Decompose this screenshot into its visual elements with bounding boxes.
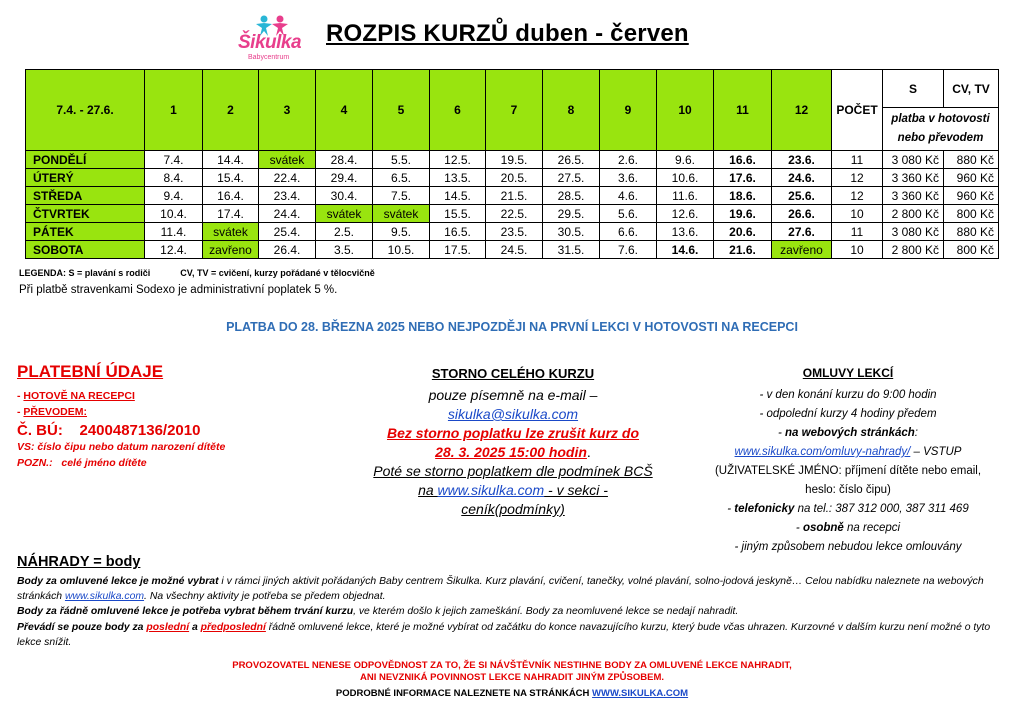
date-cell: 31.5. [543, 241, 600, 259]
date-cell: 14.6. [657, 241, 714, 259]
logo-subtitle: Babycentrum [248, 54, 290, 61]
day-cell: PÁTEK [26, 223, 145, 241]
date-cell: 17.4. [203, 205, 259, 223]
date-cell: svátek [259, 151, 316, 169]
warning-line1: PROVOZOVATEL NENESE ODPOVĚDNOST ZA TO, ŽE SI NÁVŠTĚVNÍK NESTIHNE BODY ZA OMLUVENÉ LEKCE NAHRADIT, [232, 660, 792, 671]
payment-note-line2: nebo převodem [897, 132, 984, 144]
count-cell: 12 [832, 187, 883, 205]
nahrady-p2-bold: Body za řádně omluvené lekce je potřeba vybrat během trvání kurzu [17, 606, 354, 618]
lesson-header: 8 [543, 70, 600, 151]
date-cell: 19.6. [714, 205, 772, 223]
s-price-cell: 2 800 Kč [883, 241, 944, 259]
date-cell: 11.4. [145, 223, 203, 241]
omluvy-l7-suffix: na tel.: 387 312 000, 387 311 469 [794, 503, 969, 515]
day-cell: ČTVRTEK [26, 205, 145, 223]
date-cell: 20.6. [714, 223, 772, 241]
s-price-cell: 3 080 Kč [883, 223, 944, 241]
date-cell: 7.6. [600, 241, 657, 259]
date-cell: 19.5. [486, 151, 543, 169]
date-cell: 30.4. [316, 187, 373, 205]
date-cell: 14.5. [430, 187, 486, 205]
lesson-header: 11 [714, 70, 772, 151]
date-cell: 2.6. [600, 151, 657, 169]
cv-price-cell: 960 Kč [944, 187, 999, 205]
storno-free-line1: Bez storno poplatku lze zrušit kurz do [386, 425, 640, 441]
omluvy-line6: heslo: číslo čipu) [805, 484, 891, 496]
lesson-header: 9 [600, 70, 657, 151]
nahrady-paragraph-2 [17, 604, 1012, 619]
count-cell: 10 [832, 205, 883, 223]
variable-symbol: VS: číslo čipu nebo datum narození dítěte [17, 441, 226, 453]
liability-warning [0, 660, 1024, 684]
lesson-header: 12 [772, 70, 832, 151]
lesson-header: 4 [316, 70, 373, 151]
nahrady-paragraph-1 [17, 574, 1012, 604]
table-row [26, 187, 999, 205]
payment-note-row [17, 455, 357, 471]
storno-site-link[interactable]: www.sikulka.com [437, 482, 545, 498]
date-cell: 5.5. [373, 151, 430, 169]
nahrady-text [17, 574, 1012, 650]
price-header [883, 70, 999, 151]
legend [19, 268, 375, 278]
nahrady-p3-bold: Převádí se pouze body za [17, 621, 147, 633]
cv-price-cell: 800 Kč [944, 205, 999, 223]
nahrady-p2-text: , ve kterém došlo k jejich zameškání. Body za neomluvené lekce se nedají nahradit. [353, 606, 739, 618]
account-number [17, 422, 357, 439]
day-cell: SOBOTA [26, 241, 145, 259]
date-cell: 25.6. [772, 187, 832, 205]
omluvy-section [688, 364, 1008, 557]
nahrady-p3-text: řádně omluvené lekce, které je možné vybírat od začátku do konce navazujícího kurzu, který bude včas uhrazen. Kurzovné v dalším kurzu není možné o tyto lekce snížit. [17, 621, 991, 648]
date-cell: 24.5. [486, 241, 543, 259]
count-cell: 10 [832, 241, 883, 259]
lesson-header: 1 [145, 70, 203, 151]
date-cell: 15.5. [430, 205, 486, 223]
payment-cash: - HOTOVĚ NA RECEPCI [17, 390, 135, 402]
schedule-table [25, 69, 999, 259]
nahrady-site-link[interactable]: www.sikulka.com [64, 591, 145, 603]
date-cell: 23.6. [772, 151, 832, 169]
date-cell: 22.4. [259, 169, 316, 187]
date-cell: 8.4. [145, 169, 203, 187]
date-cell: 10.4. [145, 205, 203, 223]
date-cell: 6.6. [600, 223, 657, 241]
date-cell: 12.5. [430, 151, 486, 169]
omluvy-l3-suffix: : [914, 427, 918, 439]
cv-price-cell: 880 Kč [944, 223, 999, 241]
date-cell: 12.4. [145, 241, 203, 259]
omluvy-l8-prefix: - [795, 522, 803, 534]
omluvy-line1: - v den konání kurzu do 9:00 hodin [759, 389, 937, 401]
payment-deadline: PLATBA DO 28. BŘEZNA 2025 NEBO NEJPOZDĚJI NA PRVNÍ LEKCI V HOTOVOSTI NA RECEPCI [226, 320, 798, 334]
payment-transfer: - PŘEVODEM: [17, 406, 88, 418]
payment-note-line1: platba v hotovosti [891, 113, 990, 125]
legend-s: LEGENDA: S = plavání s rodiči [19, 268, 151, 278]
logo [238, 14, 318, 66]
date-cell: 15.4. [203, 169, 259, 187]
date-cell: 17.6. [714, 169, 772, 187]
cv-price-cell: 960 Kč [944, 169, 999, 187]
day-cell: STŘEDA [26, 187, 145, 205]
count-cell: 12 [832, 169, 883, 187]
storno-line1: pouze písemně na e-mail – [428, 387, 598, 403]
table-row [26, 241, 999, 259]
date-cell: 24.6. [772, 169, 832, 187]
date-cell: 26.4. [259, 241, 316, 259]
storno-free-line2: 28. 3. 2025 15:00 hodin [435, 444, 587, 460]
omluvy-l3-bold: na webových stránkách [785, 427, 915, 439]
date-cell: 3.5. [316, 241, 373, 259]
date-cell: 7.4. [145, 151, 203, 169]
s-price-cell: 3 360 Kč [883, 187, 944, 205]
nahrady-heading: NÁHRADY = body [17, 554, 141, 570]
date-cell: 13.5. [430, 169, 486, 187]
date-cell: 12.6. [657, 205, 714, 223]
lesson-header: 10 [657, 70, 714, 151]
date-cell: 4.6. [600, 187, 657, 205]
nahrady-p1-text: i v rámci jiných aktivit pořádaných Baby centrem Šikulka. Kurz plavání, cvičení, tanečky, volné plavání, solno-jodová jeskyně… Celou nabídku naleznete na webových stránkách [17, 576, 984, 603]
nahrady-p1-end: . Na všechny aktivity je potřeba se předem objednat. [144, 591, 386, 603]
account-label: Č. BÚ: [17, 422, 63, 439]
s-price-header: S [883, 70, 944, 107]
more-info-link[interactable]: WWW.SIKULKA.COM [592, 688, 689, 699]
lesson-header: 3 [259, 70, 316, 151]
table-row [26, 169, 999, 187]
table-row [26, 151, 999, 169]
date-cell: 14.4. [203, 151, 259, 169]
date-cell: 9.6. [657, 151, 714, 169]
date-cell: 30.5. [543, 223, 600, 241]
date-cell: 23.4. [259, 187, 316, 205]
cv-price-cell: 800 Kč [944, 241, 999, 259]
lesson-header: 5 [373, 70, 430, 151]
table-row [26, 205, 999, 223]
storno-heading: STORNO CELÉHO KURZU [431, 366, 595, 381]
omluvy-l7-bold: telefonicky [734, 503, 795, 515]
storno-section: STORNO CELÉHO KURZU pouze písemně na e-mail – sikulka@sikulka.com Bez storno poplatku lze zrušit kurz do 28. 3. 2025 15:00 hodin. Poté se storno poplatkem dle podmínek BCŠ na www.sikulka.com - v sekci - ceník(podmínky) [318, 364, 708, 519]
date-cell: 27.6. [772, 223, 832, 241]
sodexo-note: Při platbě stravenkami Sodexo je administrativní poplatek 5 %. [19, 284, 338, 296]
nahrady-p1-bold: Body za omluvené lekce je možné vybrat [17, 576, 219, 587]
date-cell: 23.5. [486, 223, 543, 241]
payment-transfer-label: PŘEVODEM: [23, 406, 88, 418]
storno-line4-prefix: na [418, 482, 438, 498]
date-cell: 28.5. [543, 187, 600, 205]
date-cell: zavřeno [772, 241, 832, 259]
payment-details [17, 362, 357, 471]
table-row [26, 223, 999, 241]
omluvy-line5: (UŽIVATELSKÉ JMÉNO: příjmení dítěte nebo email, [714, 465, 982, 477]
logo-brand: Šikulka [238, 32, 302, 53]
date-cell: 25.4. [259, 223, 316, 241]
date-cell: 29.5. [543, 205, 600, 223]
count-cell: 11 [832, 223, 883, 241]
nahrady-paragraph-3 [17, 620, 1012, 650]
storno-line5: ceník(podmínky) [461, 501, 565, 517]
date-cell: 28.4. [316, 151, 373, 169]
date-cell: 5.6. [600, 205, 657, 223]
date-cell: svátek [203, 223, 259, 241]
date-cell: 20.5. [486, 169, 543, 187]
storno-email-link[interactable]: sikulka@sikulka.com [447, 406, 579, 422]
omluvy-line2: - odpolední kurzy 4 hodiny předem [759, 408, 937, 420]
omluvy-line7 [688, 500, 1008, 519]
date-cell: 29.4. [316, 169, 373, 187]
more-info-text: PODROBNÉ INFORMACE NALEZNETE NA STRÁNKÁCH [335, 688, 593, 699]
omluvy-line8 [688, 519, 1008, 538]
omluvy-heading: OMLUVY LEKCÍ [802, 366, 894, 380]
count-header: POČET [832, 70, 883, 151]
date-cell: 13.6. [657, 223, 714, 241]
date-cell: 7.5. [373, 187, 430, 205]
date-cell: 26.6. [772, 205, 832, 223]
date-cell: 11.6. [657, 187, 714, 205]
legend-cv: CV, TV = cvičení, kurzy pořádané v tělocvičně [180, 268, 375, 278]
table-header-row [26, 70, 999, 151]
note-label: POZN.: [17, 457, 53, 469]
omluvy-line4 [688, 443, 1008, 462]
payment-note [883, 108, 998, 150]
date-cell: svátek [373, 205, 430, 223]
date-cell: 9.4. [145, 187, 203, 205]
date-cell: 3.6. [600, 169, 657, 187]
date-cell: 10.5. [373, 241, 430, 259]
date-cell: 21.5. [486, 187, 543, 205]
omluvy-line9: - jiným způsobem nebudou lekce omlouvány [734, 541, 962, 553]
lesson-header: 6 [430, 70, 486, 151]
date-cell: 10.6. [657, 169, 714, 187]
storno-line4 [318, 481, 708, 500]
omluvy-l8-bold: osobně [802, 522, 844, 534]
date-cell: 16.4. [203, 187, 259, 205]
date-cell: 26.5. [543, 151, 600, 169]
date-cell: 18.6. [714, 187, 772, 205]
s-price-cell: 3 360 Kč [883, 169, 944, 187]
nahrady-p3-and: a [189, 621, 201, 633]
date-cell: 27.5. [543, 169, 600, 187]
omluvy-l4-suffix: – VSTUP [910, 446, 962, 458]
storno-line4-suffix: - v sekci - [544, 482, 608, 498]
lesson-header: 7 [486, 70, 543, 151]
s-price-cell: 2 800 Kč [883, 205, 944, 223]
payment-heading: PLATEBNÍ ÚDAJE [17, 362, 164, 381]
omluvy-l8-suffix: na recepci [843, 522, 901, 534]
account-value: 2400487136/2010 [79, 422, 201, 439]
date-cell: 22.5. [486, 205, 543, 223]
day-cell: PONDĚLÍ [26, 151, 145, 169]
cv-price-header: CV, TV [952, 81, 990, 96]
date-range-header: 7.4. - 27.6. [26, 70, 145, 151]
page-title: ROZPIS KURZŮ duben - červen [326, 20, 689, 47]
cv-price-cell: 880 Kč [944, 151, 999, 169]
date-cell: 24.4. [259, 205, 316, 223]
nahrady-p3-red2: předposlední [200, 621, 266, 633]
nahrady-p3-red1: poslední [146, 621, 190, 633]
omluvy-link[interactable]: www.sikulka.com/omluvy-nahrady/ [734, 446, 911, 458]
date-cell: 21.6. [714, 241, 772, 259]
date-cell: 16.6. [714, 151, 772, 169]
warning-line2: ANI NEVZNIKÁ POVINNOST LEKCE NAHRADIT JINÝM ZPŮSOBEM. [359, 672, 665, 683]
s-price-cell: 3 080 Kč [883, 151, 944, 169]
lesson-header: 2 [203, 70, 259, 151]
date-cell: 17.5. [430, 241, 486, 259]
omluvy-l7-prefix: - [727, 503, 735, 515]
more-info [0, 688, 1024, 699]
omluvy-l3-prefix: - [778, 427, 786, 439]
omluvy-line3 [688, 424, 1008, 443]
date-cell: svátek [316, 205, 373, 223]
storno-line3: Poté se storno poplatkem dle podmínek BCŠ [373, 463, 653, 479]
note-value: celé jméno dítěte [61, 457, 147, 469]
day-cell: ÚTERÝ [26, 169, 145, 187]
date-cell: 6.5. [373, 169, 430, 187]
payment-cash-label: HOTOVĚ NA RECEPCI [23, 390, 135, 402]
date-cell: 16.5. [430, 223, 486, 241]
count-cell: 11 [832, 151, 883, 169]
date-cell: 9.5. [373, 223, 430, 241]
date-cell: zavřeno [203, 241, 259, 259]
date-cell: 2.5. [316, 223, 373, 241]
